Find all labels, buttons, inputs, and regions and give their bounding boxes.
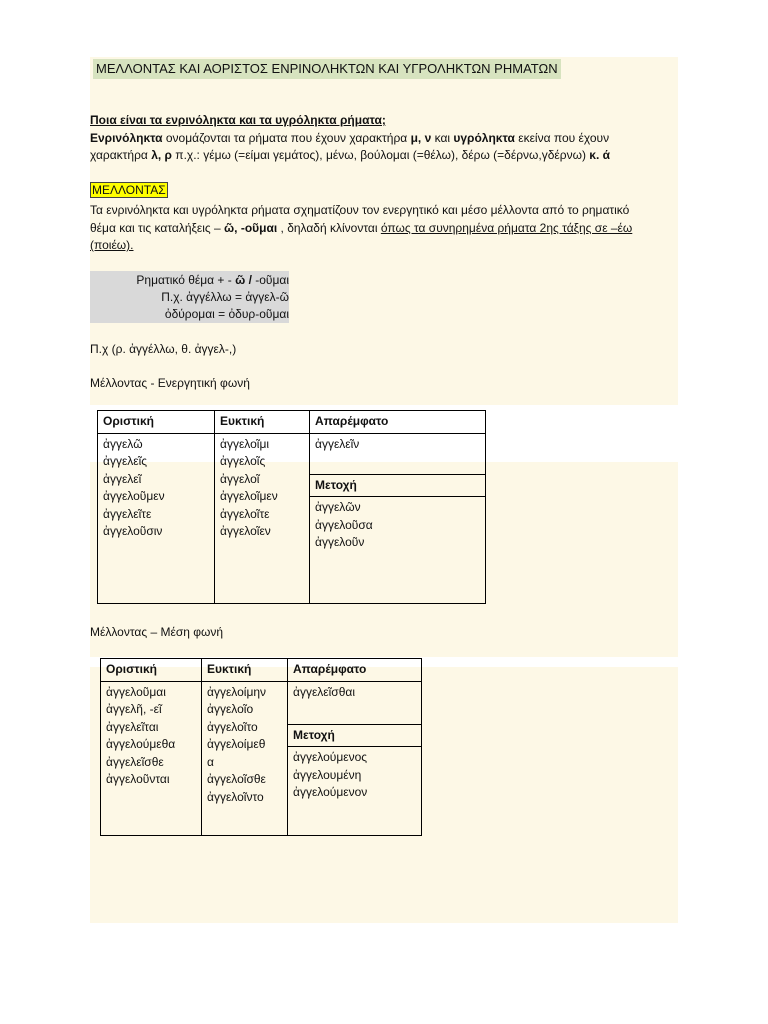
col-optative: Ευκτική bbox=[215, 411, 310, 434]
definition-line-2: χαρακτήρα λ, ρ π.χ.: γέμω (=είμαι γεμάτος), μένω, βούλομαι (=θέλω), δέρω (=δέρνω,γδέρνω) κ. ά bbox=[90, 148, 611, 162]
col-indicative: Οριστική bbox=[101, 659, 202, 682]
col-indicative: Οριστική bbox=[98, 411, 215, 434]
question-heading: Ποια είναι τα ενρινόληκτα και τα υγρόληκτα ρήματα; bbox=[90, 113, 386, 127]
page-title: ΜΕΛΛΟΝΤΑΣ ΚΑΙ ΑΟΡΙΣΤΟΣ ΕΝΡΙΝΟΛΗΚΤΩΝ ΚΑΙ ΥΓΡΟΛΗΚΤΩΝ ΡΗΜΑΤΩΝ bbox=[93, 59, 561, 79]
definition-line-1: Ενρινόληκτα ονομάζονται τα ρήματα που έχουν χαρακτήρα μ, ν και υγρόληκτα εκείνα που έχουν bbox=[90, 131, 610, 145]
active-voice-table bbox=[97, 410, 486, 604]
participle-forms: ἀγγελούμενος ἀγγελουμένη ἀγγελούμενον bbox=[288, 747, 422, 836]
col-infinitive: Απαρέμφατο bbox=[310, 411, 486, 434]
middle-voice-heading: Μέλλοντας – Μέση φωνή bbox=[90, 625, 224, 639]
optative-forms: ἀγγελοῖμι ἀγγελοῖς ἀγγελοῖ ἀγγελοῖμεν ἀγγελοῖτε ἀγγελοῖεν bbox=[215, 433, 310, 604]
infinitive-form: ἀγγελεῖσθαι bbox=[288, 681, 422, 724]
col-infinitive: Απαρέμφατο bbox=[288, 659, 422, 682]
example-line: Π.χ (ρ. ἀγγέλλω, θ. ἀγγελ-,) bbox=[90, 342, 237, 356]
rule-example-1: Π.χ. ἀγγέλλω = ἀγγελ-ῶ bbox=[161, 290, 289, 304]
infinitive-form: ἀγγελεῖν bbox=[310, 433, 486, 474]
participle-forms: ἀγγελῶν ἀγγελοῦσα ἀγγελοῦν bbox=[310, 497, 486, 604]
active-voice-heading: Μέλλοντας - Ενεργητική φωνή bbox=[90, 376, 250, 390]
col-optative: Ευκτική bbox=[202, 659, 288, 682]
indicative-forms: ἀγγελῶ ἀγγελεῖς ἀγγελεῖ ἀγγελοῦμεν ἀγγελεῖτε ἀγγελοῦσιν bbox=[98, 433, 215, 604]
indicative-forms: ἀγγελοῦμαι ἀγγελῆ, -εῖ ἀγγελεῖται ἀγγελούμεθα ἀγγελεῖσθε ἀγγελοῦνται bbox=[101, 681, 202, 836]
col-participle: Μετοχή bbox=[310, 474, 486, 497]
optative-forms: ἀγγελοίμην ἀγγελοῖο ἀγγελοῖτο ἀγγελοίμεθ α ἀγγελοῖσθε ἀγγελοῖντο bbox=[202, 681, 288, 836]
col-participle: Μετοχή bbox=[288, 724, 422, 747]
rule-example-2: ὀδύρομαι = ὀδυρ-οῦμαι bbox=[164, 307, 289, 321]
section-label: ΜΕΛΛΟΝΤΑΣ bbox=[92, 183, 166, 197]
middle-voice-table bbox=[100, 658, 422, 836]
paragraph-line-2: θέμα και τις καταλήξεις – ῶ, -οῦμαι , δηλαδή κλίνονται όπως τα συνηρημένα ρήματα 2ης τάξης σε –έω bbox=[90, 221, 633, 235]
rule-box bbox=[90, 271, 289, 323]
paragraph-line-3: (ποιέω). bbox=[90, 238, 134, 252]
paragraph-line-1: Τα ενρινόληκτα και υγρόληκτα ρήματα σχηματίζουν τον ενεργητικό και μέσο μέλλοντα από το ρηματικό bbox=[90, 203, 630, 217]
rule-formula: Ρηματικό θέμα + - ῶ / -οῦμαι bbox=[136, 273, 289, 287]
